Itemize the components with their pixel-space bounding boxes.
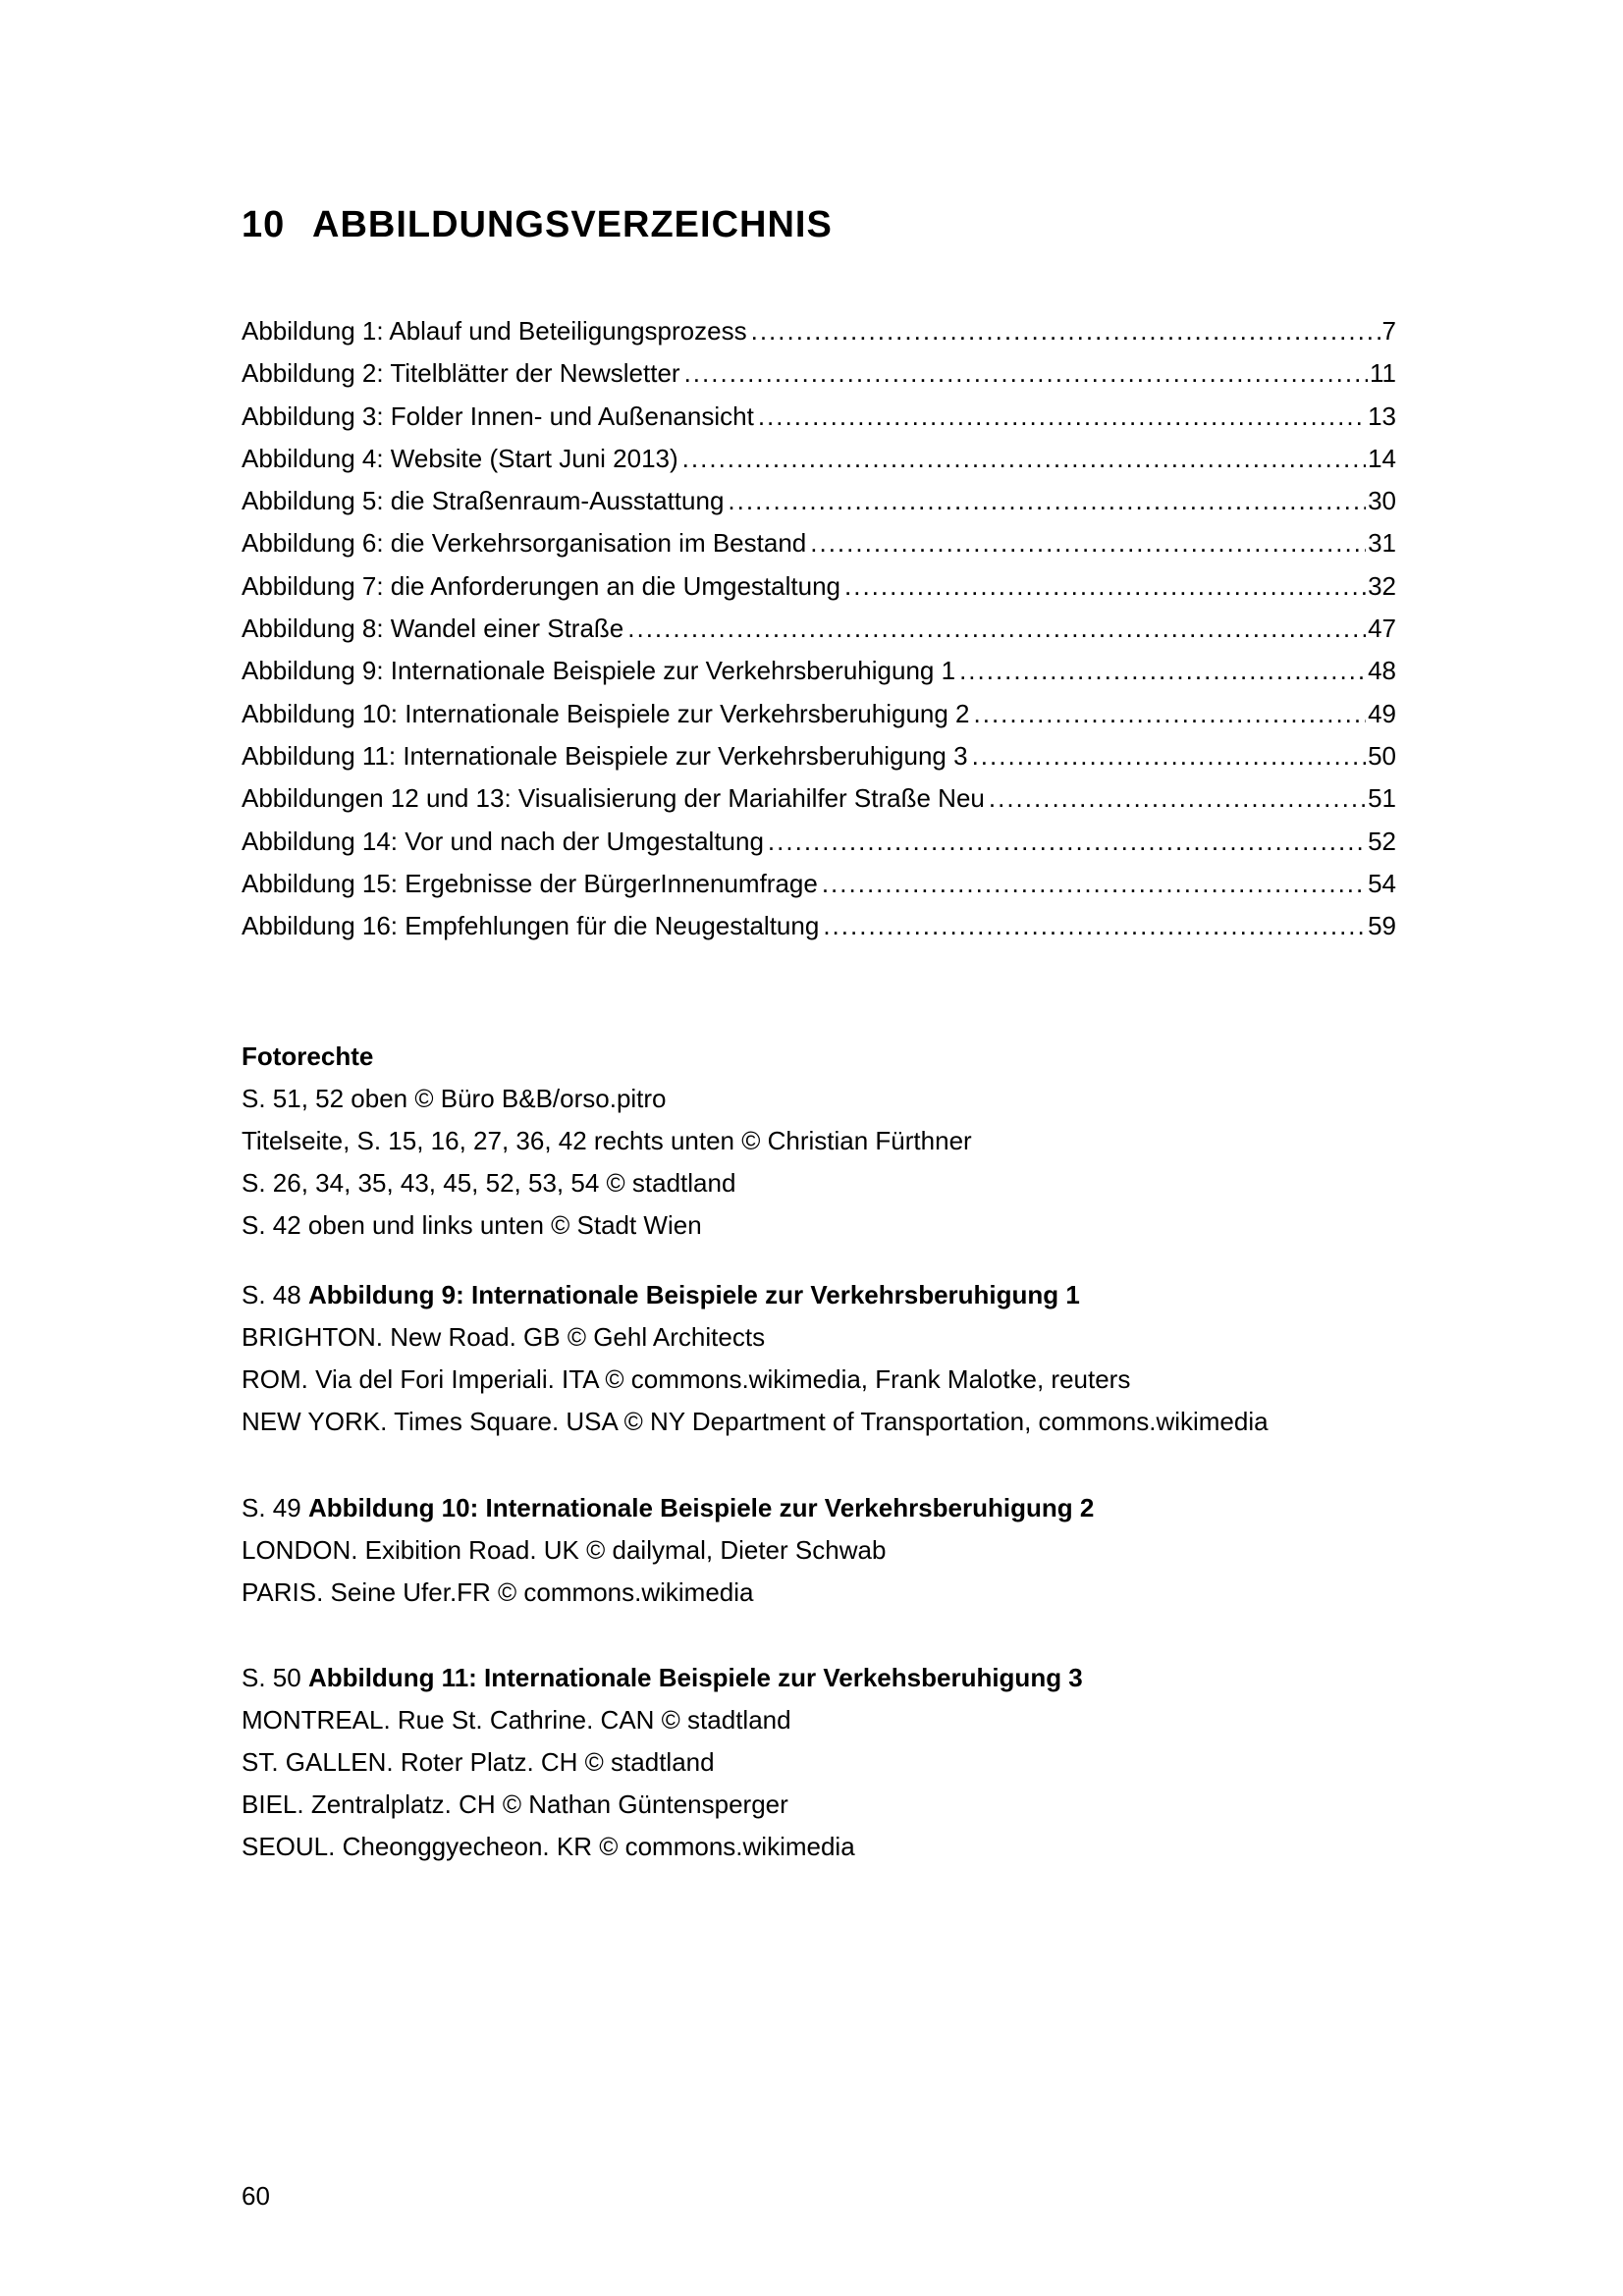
dot-leader [989, 783, 1366, 814]
toc-entry-page: 49 [1368, 698, 1396, 728]
toc-entry-page: 31 [1368, 528, 1396, 559]
toc-entry-page: 30 [1368, 486, 1396, 516]
figure-credit-block [242, 1657, 1083, 1868]
photo-credits-title: Fotorechte [242, 1041, 374, 1071]
section-heading [242, 204, 833, 246]
credit-line: Titelseite, S. 15, 16, 27, 36, 42 rechts unten © Christian Fürthner [242, 1126, 972, 1155]
toc-entry[interactable] [242, 444, 1396, 486]
toc-entry-label: Abbildung 11: Internationale Beispiele zur Verkehrsberuhigung 3 [242, 740, 968, 771]
toc-entry[interactable] [242, 827, 1396, 869]
figure-credit-block [242, 1487, 1094, 1614]
page-reference: S. 48 [242, 1280, 308, 1309]
toc-entry-label: Abbildung 3: Folder Innen- und Außenansicht [242, 400, 754, 431]
toc-entry[interactable] [242, 528, 1396, 570]
toc-entry-page: 59 [1368, 911, 1396, 941]
dot-leader [682, 444, 1366, 474]
dot-leader [627, 614, 1366, 644]
dot-leader [823, 911, 1366, 941]
figure-credit-heading [242, 1487, 1094, 1529]
section-number: 10 [242, 204, 286, 245]
dot-leader [728, 486, 1366, 516]
toc-entry[interactable] [242, 614, 1396, 656]
toc-entry[interactable] [242, 401, 1396, 444]
toc-entry-label: Abbildung 6: die Verkehrsorganisation im Bestand [242, 528, 807, 559]
toc-entry-page: 11 [1370, 358, 1396, 389]
page-number: 60 [242, 2181, 270, 2211]
credit-line: MONTREAL. Rue St. Cathrine. CAN © stadtland [242, 1705, 791, 1735]
credit-line: NEW YORK. Times Square. USA © NY Department of Transportation, commons.wikimedia [242, 1407, 1269, 1436]
dot-leader [959, 656, 1366, 686]
toc-entry-label: Abbildung 10: Internationale Beispiele zur Verkehrsberuhigung 2 [242, 698, 970, 728]
figure-credit-block [242, 1274, 1269, 1443]
toc-entry[interactable] [242, 656, 1396, 698]
page-reference: S. 50 [242, 1663, 308, 1692]
toc-entry[interactable] [242, 486, 1396, 528]
figure-list [242, 316, 1396, 953]
credit-line: PARIS. Seine Ufer.FR © commons.wikimedia [242, 1577, 754, 1607]
credit-line: S. 42 oben und links unten © Stadt Wien [242, 1210, 702, 1240]
credit-line: LONDON. Exibition Road. UK © dailymal, Dieter Schwab [242, 1535, 887, 1565]
toc-entry[interactable] [242, 571, 1396, 614]
toc-entry-label: Abbildung 16: Empfehlungen für die Neugestaltung [242, 911, 820, 941]
credit-line: ST. GALLEN. Roter Platz. CH © stadtland [242, 1747, 715, 1777]
dot-leader [844, 571, 1366, 602]
toc-entry-page: 7 [1381, 316, 1396, 346]
toc-entry-page: 54 [1368, 868, 1396, 898]
dot-leader [810, 528, 1366, 559]
toc-entry-page: 51 [1368, 783, 1396, 814]
toc-entry[interactable] [242, 783, 1396, 826]
credit-line: S. 51, 52 oben © Büro B&B/orso.pitro [242, 1084, 667, 1113]
dot-leader [972, 741, 1367, 772]
toc-entry-label: Abbildung 5: die Straßenraum-Ausstattung [242, 486, 725, 516]
toc-entry[interactable] [242, 358, 1396, 400]
dot-leader [751, 316, 1380, 347]
photo-credits-section [242, 1036, 972, 1247]
toc-entry-page: 48 [1368, 656, 1396, 686]
toc-entry-page: 32 [1368, 570, 1396, 601]
toc-entry-page: 52 [1368, 826, 1396, 856]
toc-entry[interactable] [242, 316, 1396, 358]
toc-entry-page: 50 [1368, 740, 1396, 771]
credit-line: S. 26, 34, 35, 43, 45, 52, 53, 54 © stadtland [242, 1168, 736, 1198]
dot-leader [768, 827, 1366, 857]
page-reference: S. 49 [242, 1493, 308, 1522]
toc-entry-label: Abbildung 8: Wandel einer Straße [242, 614, 624, 644]
toc-entry-label: Abbildung 14: Vor und nach der Umgestaltung [242, 826, 764, 856]
credit-line: SEOUL. Cheonggyecheon. KR © commons.wikimedia [242, 1832, 855, 1861]
toc-entry-label: Abbildung 9: Internationale Beispiele zur Verkehrsberuhigung 1 [242, 656, 956, 686]
toc-entry-label: Abbildungen 12 und 13: Visualisierung der Mariahilfer Straße Neu [242, 783, 985, 814]
toc-entry[interactable] [242, 911, 1396, 953]
toc-entry-page: 13 [1368, 400, 1396, 431]
toc-entry-label: Abbildung 2: Titelblätter der Newsletter [242, 358, 680, 389]
figure-title: Abbildung 11: Internationale Beispiele zur Verkehsberuhigung 3 [307, 1663, 1083, 1692]
toc-entry-label: Abbildung 4: Website (Start Juni 2013) [242, 443, 678, 473]
toc-entry-page: 14 [1368, 443, 1396, 473]
toc-entry-label: Abbildung 7: die Anforderungen an die Umgestaltung [242, 570, 840, 601]
figure-credit-heading [242, 1657, 1083, 1699]
dot-leader [822, 869, 1366, 899]
figure-title: Abbildung 10: Internationale Beispiele zur Verkehrsberuhigung 2 [307, 1493, 1095, 1522]
section-title: ABBILDUNGSVERZEICHNIS [312, 204, 833, 245]
dot-leader [974, 699, 1367, 729]
dot-leader [684, 358, 1368, 389]
toc-entry-page: 47 [1368, 614, 1396, 644]
credit-line: BRIGHTON. New Road. GB © Gehl Architects [242, 1322, 766, 1352]
toc-entry[interactable] [242, 741, 1396, 783]
dot-leader [758, 401, 1366, 432]
toc-entry-label: Abbildung 1: Ablauf und Beteiligungsprozess [242, 316, 747, 346]
credit-line: ROM. Via del Fori Imperiali. ITA © commons.wikimedia, Frank Malotke, reuters [242, 1364, 1131, 1394]
figure-credit-heading [242, 1274, 1269, 1316]
figure-title: Abbildung 9: Internationale Beispiele zur Verkehrsberuhigung 1 [307, 1280, 1080, 1309]
toc-entry[interactable] [242, 699, 1396, 741]
toc-entry-label: Abbildung 15: Ergebnisse der BürgerInnenumfrage [242, 868, 818, 898]
toc-entry[interactable] [242, 869, 1396, 911]
credit-line: BIEL. Zentralplatz. CH © Nathan Güntensperger [242, 1789, 788, 1819]
